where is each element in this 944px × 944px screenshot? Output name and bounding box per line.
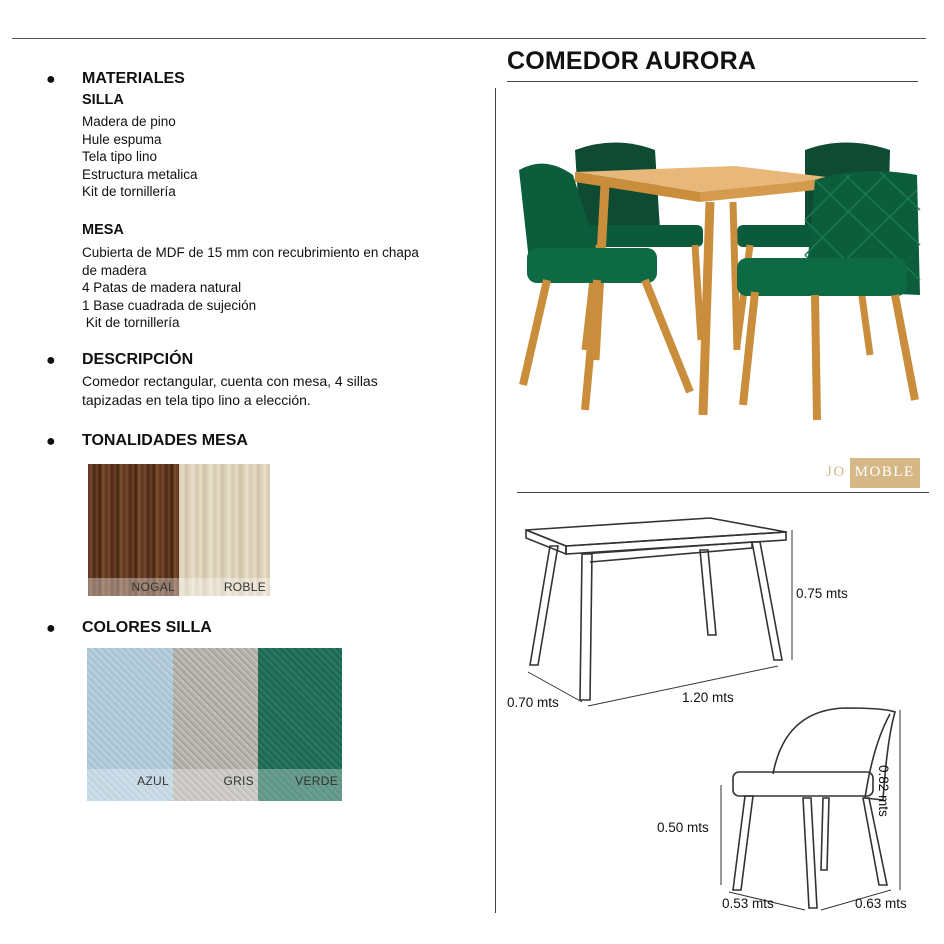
mesa-item: Kit de tornillería [82, 315, 180, 330]
brand-logo-part2: MOBLE [850, 458, 920, 488]
dim-chair-width: 0.53 mts [722, 896, 774, 911]
heading-descripcion: DESCRIPCIÓN [82, 351, 194, 368]
silla-item: Estructura metalica [82, 167, 198, 182]
swatch-roble [179, 464, 270, 596]
dining-set-photo [505, 130, 935, 430]
dim-table-depth: 0.70 mts [507, 695, 559, 710]
bullet-tonalidades: ● [46, 433, 56, 450]
dim-table-length: 1.20 mts [682, 690, 734, 705]
dim-chair-depth: 0.63 mts [855, 896, 907, 911]
swatch-label: VERDE [258, 769, 342, 801]
swatch-nogal [88, 464, 179, 596]
silla-item: Tela tipo lino [82, 149, 158, 164]
swatch-label: ROBLE [179, 578, 270, 596]
column-divider [495, 88, 496, 913]
dim-table-height: 0.75 mts [796, 586, 848, 601]
swatch-label: GRIS [173, 769, 258, 801]
mesa-item: Cubierta de MDF de 15 mm con recubrimiento en chapa [82, 245, 419, 260]
dim-chair-height: 0.82 mts [876, 765, 891, 817]
front-right-chair [737, 171, 920, 420]
top-divider [12, 38, 926, 39]
dim-seat-height: 0.50 mts [657, 820, 709, 835]
bullet-descripcion: ● [46, 352, 56, 369]
table-diagram [520, 510, 800, 710]
page-title: COMEDOR AURORA [507, 47, 757, 75]
swatch-label: AZUL [87, 769, 173, 801]
mesa-item: de madera [82, 263, 147, 278]
title-underline [507, 81, 918, 82]
descripcion-line: tapizadas en tela tipo lino a elección. [82, 392, 311, 408]
silla-item: Madera de pino [82, 114, 176, 129]
swatch-label: NOGAL [88, 578, 179, 596]
subheading-mesa: MESA [82, 222, 124, 238]
section-divider [517, 492, 929, 493]
mesa-item: 1 Base cuadrada de sujeción [82, 298, 257, 313]
swatch-verde [258, 648, 342, 801]
descripcion-line: Comedor rectangular, cuenta con mesa, 4 sillas [82, 373, 378, 389]
bullet-materiales: ● [46, 71, 56, 88]
heading-materiales: MATERIALES [82, 70, 185, 87]
bullet-colores: ● [46, 620, 56, 637]
mesa-item: 4 Patas de madera natural [82, 280, 242, 295]
heading-colores: COLORES SILLA [82, 619, 212, 636]
silla-item: Hule espuma [82, 132, 162, 147]
subheading-silla: SILLA [82, 92, 124, 108]
brand-logo [822, 458, 920, 488]
brand-logo-part1: JO [826, 464, 846, 480]
swatch-gris [173, 648, 258, 801]
swatch-azul [87, 648, 173, 801]
heading-tonalidades: TONALIDADES MESA [82, 432, 248, 449]
silla-item: Kit de tornillería [82, 184, 176, 199]
